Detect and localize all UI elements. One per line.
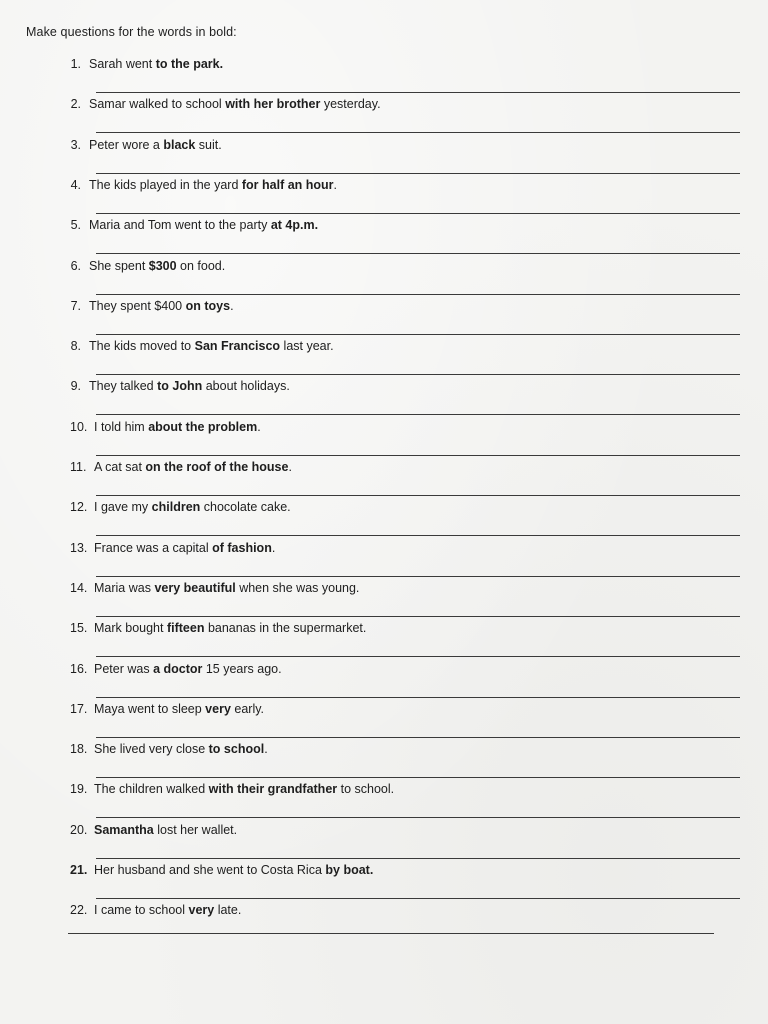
exercise-number: 4. xyxy=(70,178,81,192)
worksheet-instruction: Make questions for the words in bold: xyxy=(26,25,237,39)
answer-line[interactable] xyxy=(96,173,740,174)
sentence-text: Maria was xyxy=(94,581,155,595)
sentence-text: Her husband and she went to Costa Rica xyxy=(94,863,326,877)
exercise-number: 16. xyxy=(70,662,88,676)
sentence-text: She spent xyxy=(89,259,149,273)
exercise-number: 18. xyxy=(70,742,88,756)
exercise-number: 5. xyxy=(70,218,81,232)
bold-target-phrase: on the roof of the house xyxy=(145,460,289,474)
sentence-text: when she was young. xyxy=(235,581,360,595)
exercise-number: 19. xyxy=(70,782,88,796)
exercise-number: 2. xyxy=(70,97,81,111)
bold-target-phrase: about the problem xyxy=(148,420,258,434)
exercise-item xyxy=(63,217,318,233)
bold-target-phrase: San Francisco xyxy=(194,339,281,353)
bold-target-phrase: of fashion xyxy=(212,541,272,555)
sentence-text: 15 years ago. xyxy=(202,662,282,676)
exercise-item xyxy=(70,822,237,838)
answer-line[interactable] xyxy=(96,898,740,899)
sentence-text: late. xyxy=(214,903,242,917)
answer-line[interactable] xyxy=(96,858,740,859)
answer-line[interactable] xyxy=(96,656,740,657)
sentence-text: about holidays. xyxy=(202,379,290,393)
sentence-text: . xyxy=(264,742,268,756)
sentence-text: Maya went to sleep xyxy=(94,702,206,716)
bold-target-phrase: with their grandfather xyxy=(208,782,338,796)
bold-target-phrase: to John xyxy=(157,379,203,393)
sentence-text: Mark bought xyxy=(94,621,167,635)
exercise-item xyxy=(63,298,234,314)
answer-line[interactable] xyxy=(96,92,740,93)
answer-line[interactable] xyxy=(96,817,740,818)
answer-line[interactable] xyxy=(96,455,740,456)
sentence-text: The kids moved to xyxy=(89,339,195,353)
exercise-item xyxy=(63,96,381,112)
sentence-text: . xyxy=(288,460,292,474)
answer-line[interactable] xyxy=(96,535,740,536)
answer-line[interactable] xyxy=(96,334,740,335)
sentence-text: A cat sat xyxy=(94,460,146,474)
exercise-item xyxy=(63,338,334,354)
exercise-item xyxy=(70,499,291,515)
exercise-item xyxy=(70,419,261,435)
answer-line[interactable] xyxy=(68,933,714,934)
sentence-text: She lived very close xyxy=(94,742,209,756)
answer-line[interactable] xyxy=(96,132,740,133)
sentence-text: . xyxy=(333,178,338,192)
exercise-item xyxy=(63,258,225,274)
sentence-text: . xyxy=(271,541,276,555)
bold-target-phrase: fifteen xyxy=(166,621,205,635)
sentence-text: chocolate cake. xyxy=(200,500,291,514)
exercise-number: 22. xyxy=(70,903,88,917)
exercise-number: 9. xyxy=(70,379,81,393)
exercise-number: 20. xyxy=(70,823,88,837)
exercise-item xyxy=(70,620,366,636)
exercise-item xyxy=(70,701,264,717)
sentence-text: Samar walked to school xyxy=(89,97,226,111)
sentence-text: Sarah went xyxy=(89,57,156,71)
bold-target-phrase: for half an hour xyxy=(241,178,334,192)
sentence-text: lost her wallet. xyxy=(153,823,238,837)
exercise-number: 10. xyxy=(70,420,88,434)
exercise-item xyxy=(70,540,275,556)
exercise-number: 15. xyxy=(70,621,88,635)
sentence-text: I told him xyxy=(94,420,149,434)
exercise-item xyxy=(70,902,241,918)
answer-line[interactable] xyxy=(96,414,740,415)
bold-target-phrase: at 4p.m. xyxy=(270,218,319,232)
exercise-item xyxy=(63,378,290,394)
exercise-number: 17. xyxy=(70,702,88,716)
bold-target-phrase: very xyxy=(205,702,231,716)
answer-line[interactable] xyxy=(96,777,740,778)
exercise-item xyxy=(63,177,337,193)
sentence-text: suit. xyxy=(195,138,222,152)
sentence-text: on food. xyxy=(176,259,226,273)
exercise-number: 21. xyxy=(70,863,88,877)
answer-line[interactable] xyxy=(96,294,740,295)
answer-line[interactable] xyxy=(96,576,740,577)
sentence-text: They talked xyxy=(89,379,158,393)
sentence-text: They spent $400 xyxy=(89,299,186,313)
bold-target-phrase: with her brother xyxy=(225,97,321,111)
sentence-text: Peter was xyxy=(94,662,154,676)
bold-target-phrase: very xyxy=(188,903,215,917)
sentence-text: yesterday. xyxy=(320,97,381,111)
exercise-item xyxy=(70,580,359,596)
exercise-item xyxy=(63,137,222,153)
exercise-item xyxy=(70,741,268,757)
exercise-number: 12. xyxy=(70,500,88,514)
exercise-number: 1. xyxy=(70,57,81,71)
sentence-text: Maria and Tom went to the party xyxy=(89,218,271,232)
bold-target-phrase: a doctor xyxy=(153,662,203,676)
answer-line[interactable] xyxy=(96,737,740,738)
bold-target-phrase: by boat. xyxy=(325,863,374,877)
exercise-item xyxy=(70,661,282,677)
sentence-text: last year. xyxy=(280,339,334,353)
exercise-number: 11. xyxy=(70,460,87,474)
sentence-text: bananas in the supermarket. xyxy=(204,621,367,635)
sentence-text: I came to school xyxy=(94,903,189,917)
exercise-number: 6. xyxy=(70,259,81,273)
bold-target-phrase: Samantha xyxy=(94,823,154,837)
exercise-item xyxy=(63,56,223,72)
bold-target-phrase: black xyxy=(163,138,196,152)
bold-target-phrase: children xyxy=(151,500,201,514)
exercise-item xyxy=(70,781,394,797)
sentence-text: France was a capital xyxy=(94,541,213,555)
exercise-number: 8. xyxy=(70,339,81,353)
answer-line[interactable] xyxy=(96,213,740,214)
exercise-item xyxy=(70,459,292,475)
answer-line[interactable] xyxy=(96,253,740,254)
sentence-text: . xyxy=(230,299,234,313)
sentence-text: The children walked xyxy=(94,782,209,796)
exercise-number: 7. xyxy=(70,299,81,313)
answer-line[interactable] xyxy=(96,697,740,698)
answer-line[interactable] xyxy=(96,616,740,617)
bold-target-phrase: to school xyxy=(208,742,265,756)
bold-target-phrase: on toys xyxy=(185,299,231,313)
sentence-text: . xyxy=(257,420,261,434)
sentence-text: to school. xyxy=(337,782,395,796)
exercise-item xyxy=(70,862,373,878)
answer-line[interactable] xyxy=(96,374,740,375)
sentence-text: The kids played in the yard xyxy=(89,178,242,192)
bold-target-phrase: to the park. xyxy=(155,57,224,71)
bold-target-phrase: very beautiful xyxy=(154,581,236,595)
sentence-text: early. xyxy=(230,702,265,716)
sentence-text: Peter wore a xyxy=(89,138,164,152)
bold-target-phrase: $300 xyxy=(148,259,177,273)
exercise-number: 14. xyxy=(70,581,88,595)
answer-line[interactable] xyxy=(96,495,740,496)
exercise-number: 13. xyxy=(70,541,88,555)
exercise-number: 3. xyxy=(70,138,81,152)
sentence-text: I gave my xyxy=(94,500,152,514)
